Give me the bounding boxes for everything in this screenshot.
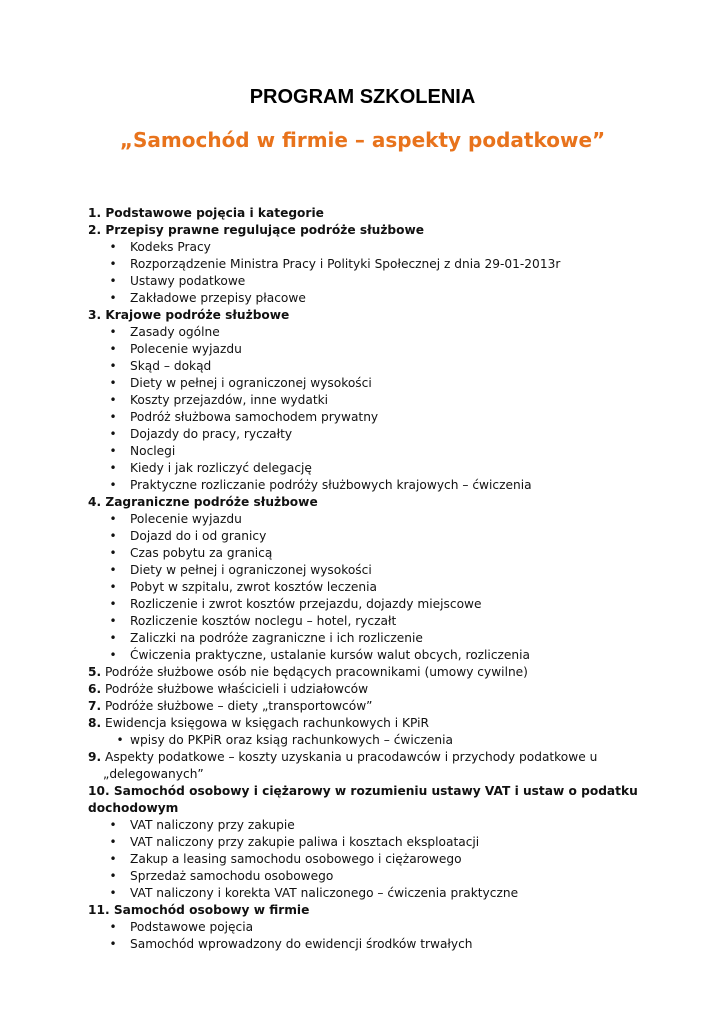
bullet-icon: • [109,631,117,645]
bullet-icon: • [109,886,117,900]
bullet-text: Zakładowe przepisy płacowe [130,291,306,305]
bullet-text: Dojazd do i od granicy [130,529,267,543]
bullet-text: Ustawy podatkowe [130,274,246,288]
bullet-text: Koszty przejazdów, inne wydatki [130,393,329,407]
bullet-icon: • [109,274,117,288]
page-title: PROGRAM SZKOLENIA [249,86,476,108]
bullet-item [0,562,725,579]
bullet-text: Zasady ogólne [130,325,220,339]
bullet-icon: • [109,240,117,254]
bullet-item [0,511,725,528]
bullet-text: Ćwiczenia praktyczne, ustalanie kursów walut obcych, rozliczenia [130,648,530,662]
bullet-text: Sprzedaż samochodu osobowego [130,869,334,883]
bullet-icon: • [109,291,117,305]
bullet-icon: • [109,563,117,577]
bullet-icon: • [109,869,117,883]
bullet-item [0,358,725,375]
bullet-item [0,647,725,664]
bullet-icon: • [109,852,117,866]
bullet-icon: • [109,410,117,424]
bullet-icon: • [109,325,117,339]
bullet-item [0,443,725,460]
section-heading: 10. Samochód osobowy i ciężarowy w rozumieniu ustawy VAT i ustaw o podatku [88,784,638,798]
bullet-item [0,375,725,392]
bullet-text: Kodeks Pracy [130,240,211,254]
numbered-item [0,715,725,732]
bullet-text: Dojazdy do pracy, ryczałty [130,427,293,441]
bullet-icon: • [109,614,117,628]
bullet-text: Czas pobytu za granicą [130,546,273,560]
bullet-item [0,528,725,545]
bullet-item [0,409,725,426]
item-text: Podróże służbowe właścicieli i udziałowców [101,682,369,696]
bullet-text: Podróż służbowa samochodem prywatny [130,410,379,424]
bullet-item [0,596,725,613]
bullet-item [0,732,725,749]
numbered-item [0,749,725,766]
bullet-text: Zakup a leasing samochodu osobowego i ciężarowego [130,852,462,866]
bullet-icon: • [109,529,117,543]
bullet-text: Podstawowe pojęcia [130,920,254,934]
bullet-icon: • [109,376,117,390]
numbered-item [0,681,725,698]
bullet-text: Diety w pełnej i ograniczonej wysokości [130,376,372,390]
bullet-item [0,868,725,885]
bullet-item [0,630,725,647]
bullet-icon: • [109,427,117,441]
bullet-text: wpisy do PKPiR oraz ksiąg rachunkowych – ćwiczenia [130,733,453,747]
bullet-icon: • [109,444,117,458]
bullet-item [0,817,725,834]
item-number: 7. [88,699,102,713]
section-heading: 1. Podstawowe pojęcia i kategorie [88,206,324,220]
bullet-item [0,426,725,443]
item-text: Podróże służbowe – diety „transportowców” [101,699,373,713]
section-heading: 11. Samochód osobowy w firmie [88,903,310,917]
bullet-icon: • [109,512,117,526]
bullet-item [0,545,725,562]
bullet-icon: • [109,920,117,934]
bullet-item [0,290,725,307]
item-number: 6. [88,682,102,696]
bullet-text: Polecenie wyjazdu [130,342,242,356]
bullet-icon: • [109,359,117,373]
bullet-text: Rozporządzenie Ministra Pracy i Polityki Społecznej z dnia 29-01-2013r [130,257,561,271]
item-text: Ewidencja księgowa w księgach rachunkowych i KPiR [101,716,429,730]
bullet-icon: • [109,393,117,407]
bullet-icon: • [109,597,117,611]
bullet-text: VAT naliczony przy zakupie paliwa i kosztach eksploatacji [130,835,480,849]
bullet-icon: • [109,342,117,356]
item-text: Podróże służbowe osób nie będących pracownikami (umowy cywilne) [101,665,528,679]
bullet-icon: • [116,733,124,747]
bullet-text: VAT naliczony i korekta VAT naliczonego – ćwiczenia praktyczne [130,886,519,900]
bullet-icon: • [109,835,117,849]
bullet-item [0,936,725,953]
bullet-text: Zaliczki na podróże zagraniczne i ich rozliczenie [130,631,423,645]
item-number: 9. [88,750,102,764]
bullet-text: Kiedy i jak rozliczyć delegację [130,461,312,475]
bullet-icon: • [109,937,117,951]
bullet-item [0,256,725,273]
bullet-item [0,851,725,868]
bullet-text: Pobyt w szpitalu, zwrot kosztów leczenia [130,580,377,594]
item-text: Aspekty podatkowe – koszty uzyskania u pracodawców i przychody podatkowe u [101,750,598,764]
bullet-item [0,834,725,851]
bullet-text: VAT naliczony przy zakupie [130,818,295,832]
bullet-icon: • [109,818,117,832]
bullet-item [0,885,725,902]
bullet-text: Samochód wprowadzony do ewidencji środków trwałych [130,937,473,951]
bullet-text: Polecenie wyjazdu [130,512,242,526]
bullet-text: Praktyczne rozliczanie podróży służbowych krajowych – ćwiczenia [130,478,532,492]
numbered-item [0,698,725,715]
bullet-text: Diety w pełnej i ograniczonej wysokości [130,563,372,577]
item-number: 8. [88,716,102,730]
bullet-item [0,239,725,256]
bullet-item [0,460,725,477]
bullet-text: Rozliczenie i zwrot kosztów przejazdu, dojazdy miejscowe [130,597,482,611]
bullet-icon: • [109,546,117,560]
bullet-icon: • [109,580,117,594]
bullet-text: Skąd – dokąd [130,359,212,373]
bullet-icon: • [109,478,117,492]
bullet-item [0,273,725,290]
bullet-icon: • [109,648,117,662]
bullet-item [0,324,725,341]
section-heading: dochodowym [88,801,179,815]
bullet-item [0,579,725,596]
bullet-icon: • [109,257,117,271]
bullet-icon: • [109,461,117,475]
item-number: 5. [88,665,102,679]
program-outline [0,205,725,953]
bullet-item [0,613,725,630]
bullet-item [0,919,725,936]
page-subtitle: „Samochód w firmie – aspekty podatkowe” [119,128,606,152]
bullet-text: Rozliczenie kosztów noclegu – hotel, ryczałt [130,614,397,628]
bullet-item [0,341,725,358]
section-heading: 4. Zagraniczne podróże służbowe [88,495,318,509]
section-heading: 2. Przepisy prawne regulujące podróże służbowe [88,223,425,237]
section-heading: 3. Krajowe podróże służbowe [88,308,290,322]
numbered-item [0,664,725,681]
bullet-item [0,477,725,494]
continuation-text: „delegowanych” [103,767,204,781]
bullet-item [0,392,725,409]
bullet-text: Noclegi [130,444,176,458]
